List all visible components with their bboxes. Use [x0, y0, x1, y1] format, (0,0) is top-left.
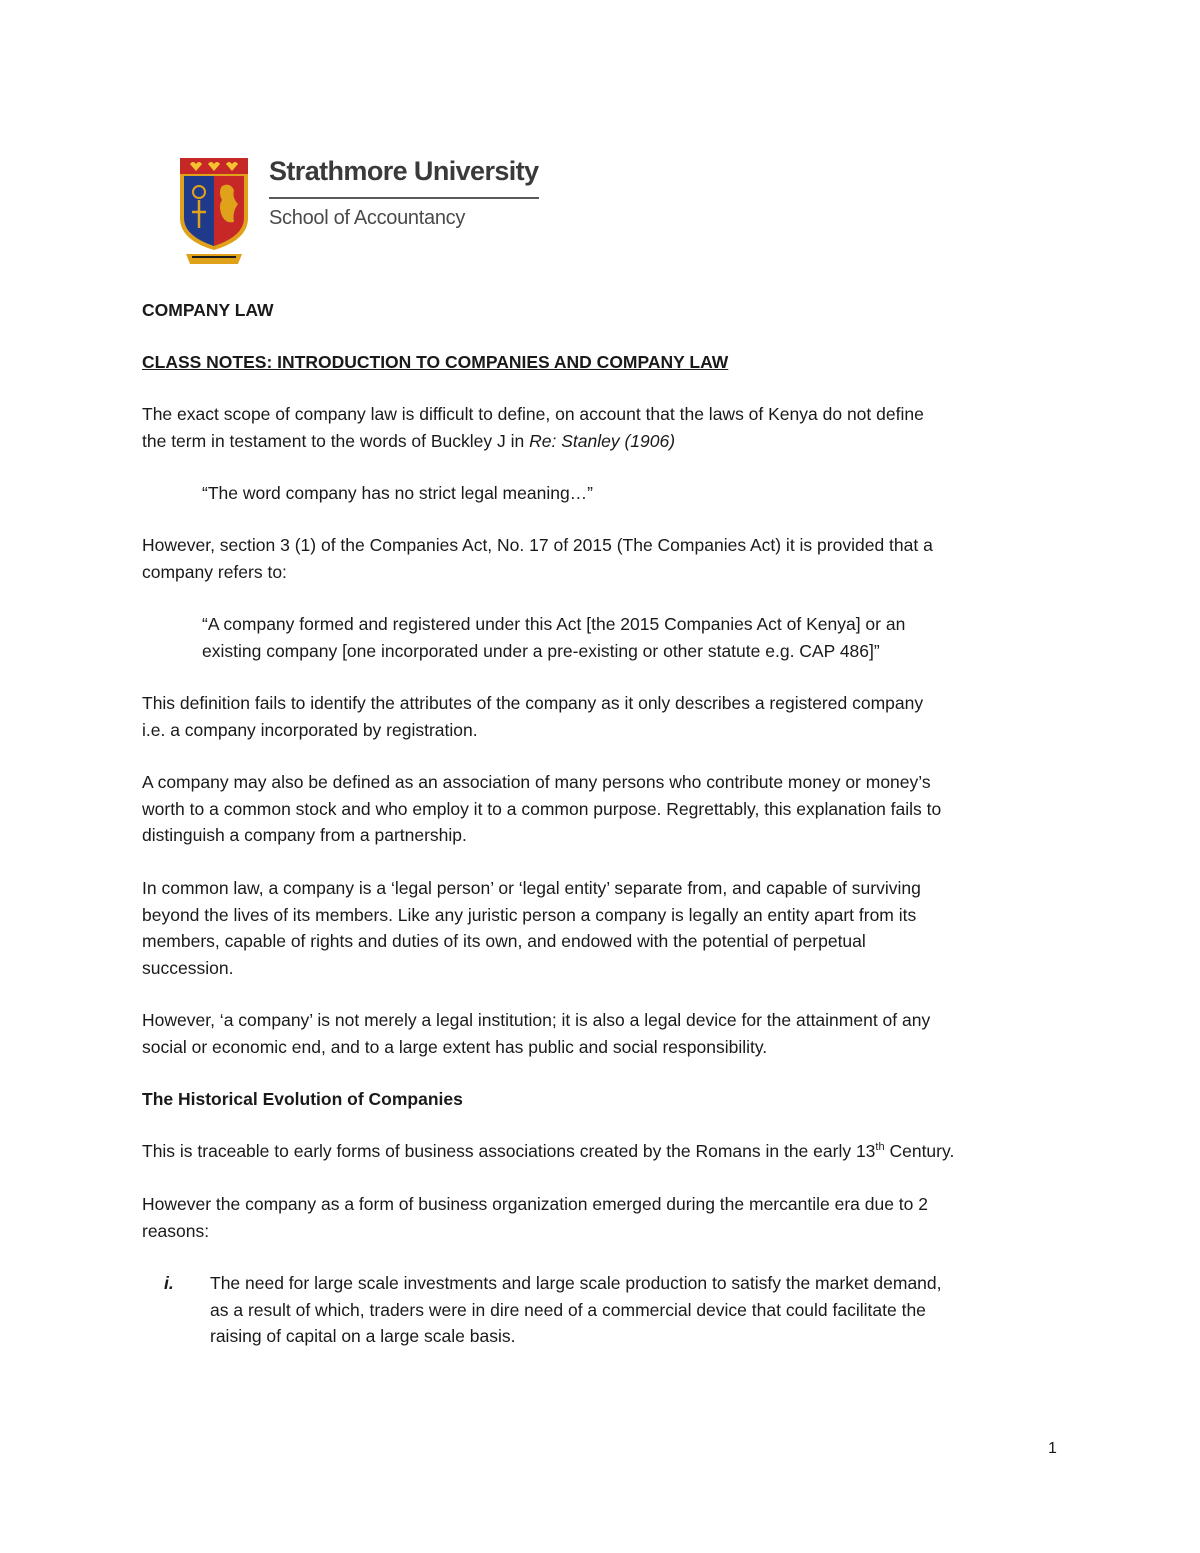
text-run: Century. [884, 1141, 955, 1161]
paragraph-line: beyond the lives of its members. Like any juristic person a company is legally an entity apart from its [142, 904, 917, 925]
paragraph-line: members, capable of rights and duties of its own, and endowed with the potential of perpetual [142, 931, 866, 951]
paragraph-definition-critique [142, 690, 1072, 743]
paragraph-line [142, 428, 1072, 455]
paragraph-scope [142, 401, 1072, 454]
paragraph-legal-device [142, 1007, 1072, 1060]
paragraph-line: reasons: [142, 1220, 210, 1241]
paragraph-line: This definition fails to identify the attributes of the company as it only describes a registered company [142, 693, 924, 713]
paragraph-line: The exact scope of company law is difficult to define, on account that the laws of Kenya do not define [142, 404, 924, 424]
paragraph-line: In common law, a company is a ‘legal person’ or ‘legal entity’ separate from, and capable of surviving [142, 878, 921, 898]
paragraph-line: succession. [142, 957, 234, 978]
paragraph-association [142, 769, 1072, 849]
quote-line: existing company [one incorporated under a pre-existing or other statute e.g. CAP 486]” [202, 640, 880, 661]
paragraph-mercantile [142, 1191, 1072, 1244]
quote-line: “A company formed and registered under this Act [the 2015 Companies Act of Kenya] or an [202, 614, 906, 634]
university-name: Strathmore University [269, 156, 539, 186]
document-subtitle: CLASS NOTES: INTRODUCTION TO COMPANIES AND COMPANY LAW [142, 352, 729, 372]
brand-divider [269, 197, 539, 199]
paragraph-section3 [142, 532, 1072, 585]
paragraph-line: i.e. a company incorporated by registration. [142, 719, 478, 740]
paragraph-romans [142, 1138, 1072, 1165]
section-heading-history: The Historical Evolution of Companies [142, 1089, 463, 1109]
paragraph-line: social or economic end, and to a large extent has public and social responsibility. [142, 1036, 768, 1057]
quote-definition [202, 611, 1062, 664]
list-line: The need for large scale investments and large scale production to satisfy the market demand, [210, 1273, 942, 1293]
paragraph-line: A company may also be defined as an association of many persons who contribute money or money’s [142, 772, 931, 792]
paragraph-line: However the company as a form of business organization emerged during the mercantile era due to 2 [142, 1194, 928, 1214]
paragraph-common-law [142, 875, 1072, 981]
paragraph-line: However, section 3 (1) of the Companies Act, No. 17 of 2015 (The Companies Act) it is provided that a [142, 535, 933, 555]
list-line: as a result of which, traders were in dire need of a commercial device that could facilitate the [210, 1299, 926, 1320]
university-crest-icon [178, 156, 250, 268]
paragraph-line: company refers to: [142, 561, 287, 582]
text-run: This is traceable to early forms of business associations created by the Romans in the early 13 [142, 1141, 876, 1161]
superscript: th [875, 1141, 885, 1154]
case-citation: Re: Stanley (1906) [529, 430, 676, 451]
list-marker: i. [164, 1273, 174, 1293]
paragraph-line: However, ‘a company’ is not merely a legal institution; it is also a legal device for the attainment of any [142, 1010, 931, 1030]
paragraph-line: worth to a common stock and who employ it to a common purpose. Regrettably, this explanation fails to [142, 798, 942, 819]
list-line: raising of capital on a large scale basis. [210, 1326, 516, 1346]
school-name: School of Accountancy [269, 207, 466, 229]
page-number: 1 [1048, 1440, 1057, 1457]
document-title: COMPANY LAW [142, 300, 274, 320]
paragraph-line: distinguish a company from a partnership. [142, 825, 467, 845]
text-run: the term in testament to the words of Buckley J in [142, 430, 530, 451]
quote-buckley: “The word company has no strict legal meaning…” [202, 483, 594, 503]
list-item-text [210, 1270, 1050, 1350]
